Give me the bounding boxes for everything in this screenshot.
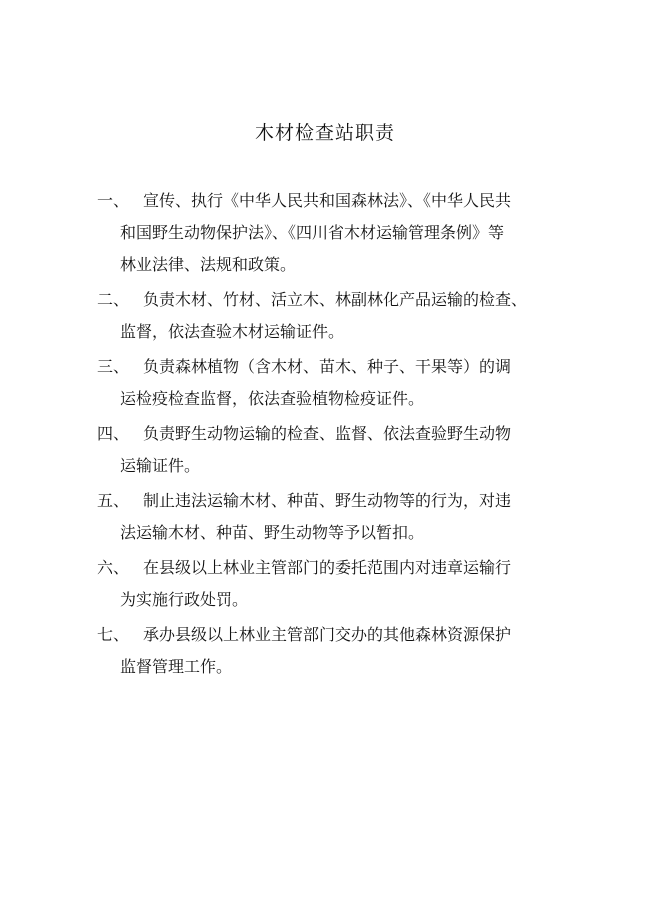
duty-item-1 [97,185,557,281]
duty-text-line: 负责野生动物运输的检查、监督、依法查验野生动物 [143,424,512,443]
duty-text-line: 制止违法运输木材、种苗、野生动物等的行为，对违 [143,491,512,510]
document-title: 木材检查站职责 [254,122,395,144]
duty-text-line: 运检疫检查监督，依法查验植物检疫证件。 [120,389,425,408]
duty-text-line: 林业法律、法规和政策。 [120,255,297,274]
duty-text-line: 法运输木材、种苗、野生动物等予以暂扣。 [120,523,425,542]
duty-text-line: 宣传、执行《中华人民共和国森林法》、《中华人民共 [143,191,512,210]
duty-number: 一、 [97,191,130,210]
duty-text-line: 监督，依法查验木材运输证件。 [120,322,345,341]
duty-item-2 [97,284,557,348]
duty-text-line: 在县级以上林业主管部门的委托范围内对违章运输行 [143,558,512,577]
duty-item-7 [97,619,557,683]
duty-number: 七、 [97,625,130,644]
duty-item-3 [97,351,557,415]
duty-text-line: 为实施行政处罚。 [120,590,249,609]
duty-text-line: 承办县级以上林业主管部门交办的其他森林资源保护 [143,625,512,644]
duty-item-5 [97,485,557,549]
duty-text-line: 和国野生动物保护法》、《四川省木材运输管理条例》等 [120,223,505,242]
duty-text-line: 监督管理工作。 [120,657,233,676]
duty-text-line: 负责木材、竹材、活立木、林副林化产品运输的检查、 [143,290,528,309]
duty-list [97,185,557,686]
duty-item-6 [97,552,557,616]
duty-number: 二、 [97,290,130,309]
duty-number: 四、 [97,424,130,443]
duty-number: 六、 [97,558,130,577]
duty-number: 三、 [97,357,130,376]
duty-text-line: 负责森林植物（含木材、苗木、种子、干果等）的调 [143,357,512,376]
duty-number: 五、 [97,491,130,510]
duty-item-4 [97,418,557,482]
duty-text-line: 运输证件。 [120,456,201,475]
